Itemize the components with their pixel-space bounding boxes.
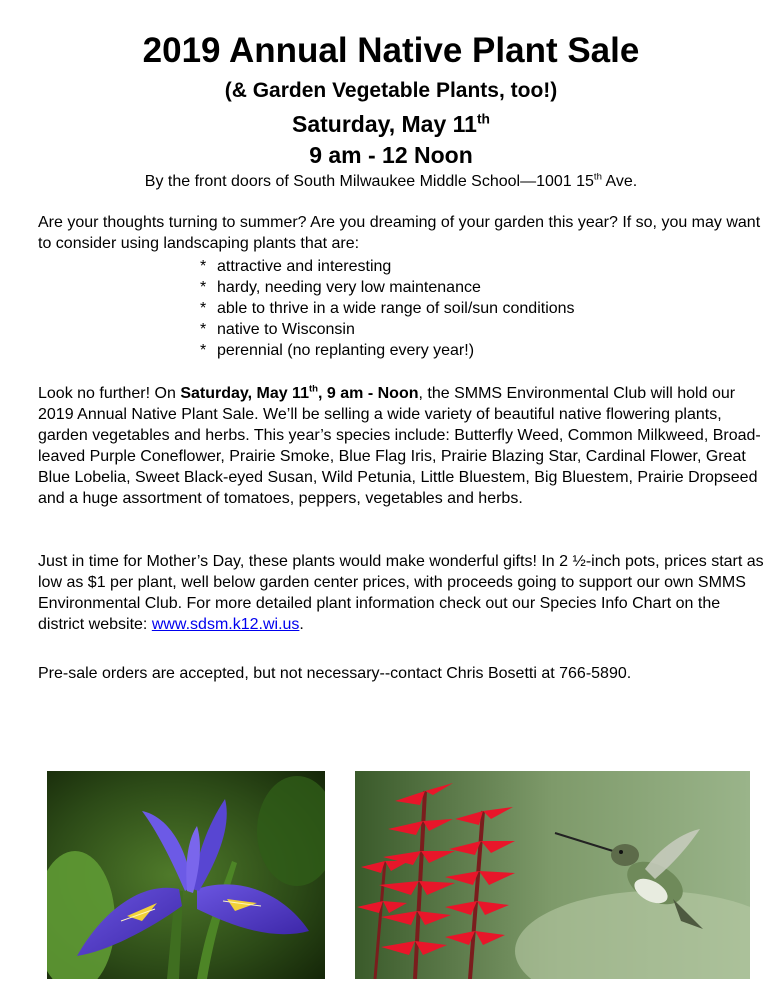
sale-location: By the front doors of South Milwaukee Middle School—1001 15th Ave. <box>144 171 638 190</box>
sale-date: Saturday, May 11th <box>292 111 490 137</box>
sale-time: 9 am - 12 Noon <box>309 142 473 168</box>
sale-paragraph: Look no further! On Saturday, May 11th, 9 am - Noon, the SMMS Environmental Club will hold our 2019 Annual Native Plant Sale. We’ll be selling a wide variety of beautiful native flowering plants, garden vegetables and herbs. This year’s species include: Butterfly Weed, Common Milkweed, Broad-leaved Purple Coneflower, Prairie Smoke, Blue Flag Iris, Prairie Blazing Star, Cardinal Flower, Great Blue Lobelia, Sweet Black-eyed Susan, Wild Petunia, Little Bluestem, Big Bluestem, Prairie Dropseed and a huge assortment of tomatoes, peppers, vegetables and herbs. <box>38 383 761 507</box>
plant-qualities-list <box>200 256 575 361</box>
list-item: * hardy, needing very low maintenance <box>200 279 481 296</box>
gifts-paragraph: Just in time for Mother’s Day, these plants would make wonderful gifts! In 2 ½-inch pots, prices start as low as $1 per plant, well below garden center prices, with proceeds going to support our own SMMS Environmental Club. For more detailed plant information check out our Species Info Chart on the district website: www.sdsm.k12.wi.us. <box>38 553 764 633</box>
intro-paragraph: Are your thoughts turning to summer? Are you dreaming of your garden this year? If so, you may want to consider using landscaping plants that are: <box>38 214 761 252</box>
cardinal-flower-hummingbird-photo <box>355 771 750 979</box>
list-item: * native to Wisconsin <box>200 321 355 338</box>
presale-paragraph: Pre-sale orders are accepted, but not necessary--contact Chris Bosetti at 766-5890. <box>38 665 632 682</box>
district-website-link[interactable]: www.sdsm.k12.wi.us <box>151 616 300 633</box>
iris-photo <box>47 771 325 979</box>
page-title: 2019 Annual Native Plant Sale <box>142 31 640 70</box>
page-subtitle: (& Garden Vegetable Plants, too!) <box>224 79 558 102</box>
list-item: * perennial (no replanting every year!) <box>200 342 475 359</box>
list-item: * able to thrive in a wide range of soil/sun conditions <box>200 300 575 317</box>
list-item: * attractive and interesting <box>200 258 392 275</box>
